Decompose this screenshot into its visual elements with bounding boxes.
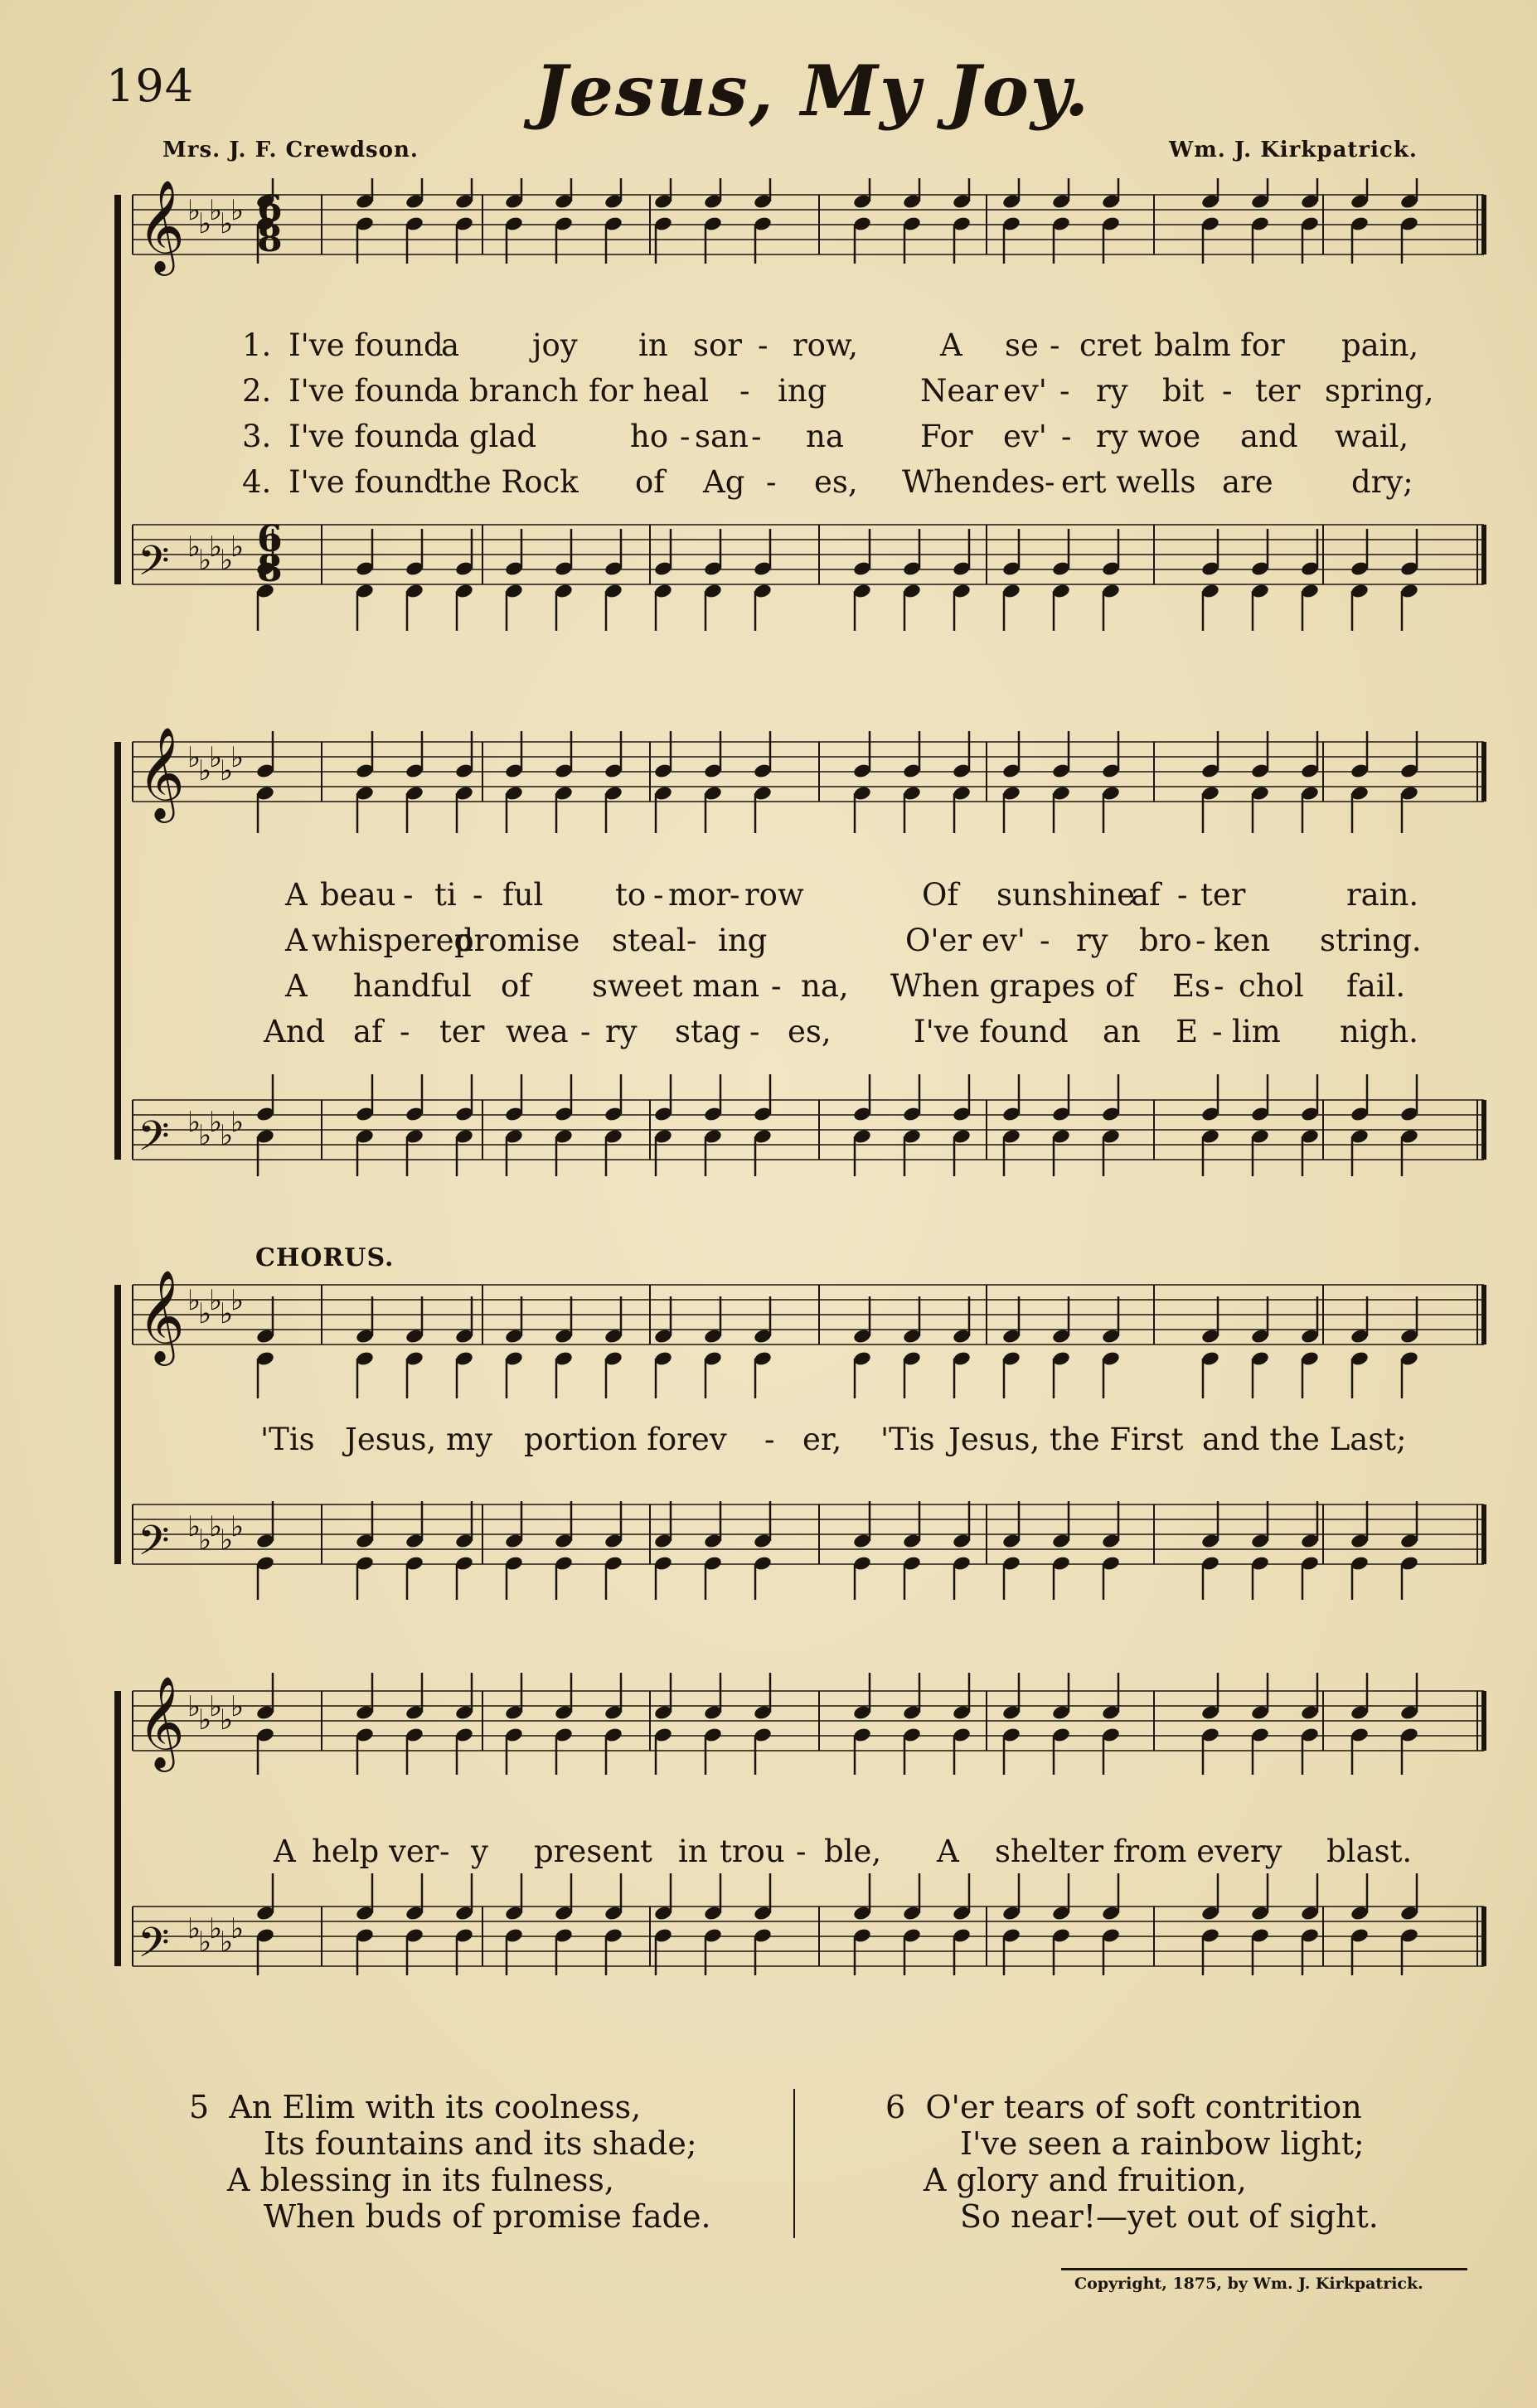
lyric-syllable: - [766, 464, 777, 500]
lyric-syllable: ti [434, 877, 457, 913]
lyric-syllable: whispered [312, 923, 474, 958]
flat-icon: ♭ [220, 1119, 234, 1152]
lyric-syllable: - [653, 877, 664, 913]
flat-icon: ♭ [187, 1690, 201, 1723]
lyricist-credit: Mrs. J. F. Crewdson. [162, 138, 419, 162]
lyric-syllable: ry woe [1096, 419, 1201, 454]
bass-clef-icon: 𝄢 [138, 537, 170, 595]
lyric-syllable: af [353, 1014, 383, 1049]
flat-icon: ♭ [220, 754, 234, 787]
flat-icon: ♭ [198, 1119, 212, 1152]
lyric-syllable: ter [1200, 877, 1246, 913]
lyric-syllable: nigh. [1340, 1014, 1418, 1049]
verse-line: When buds of promise fade. [264, 2198, 711, 2235]
flat-icon: ♭ [230, 194, 245, 227]
lyric-syllable: to [615, 877, 647, 913]
time-signature: 6 [257, 518, 283, 560]
verse-line: An Elim with its coolness, [229, 2089, 642, 2125]
lyric-syllable: for [1240, 327, 1285, 363]
copyright-rule [1061, 2268, 1467, 2270]
lyric-syllable: - [1040, 923, 1050, 958]
lyric-syllable: - [680, 419, 691, 454]
lyric-syllable: O'er [905, 923, 972, 958]
copyright-notice: Copyright, 1875, by Wm. J. Kirkpatrick. [1074, 2275, 1423, 2293]
lyric-syllable: ry [605, 1014, 638, 1049]
verse-line: A blessing in its fulness, [227, 2162, 614, 2198]
lyric-syllable: Ag [703, 464, 745, 500]
music-system-4 [108, 1658, 1492, 2039]
flat-icon: ♭ [209, 1912, 223, 1945]
lyric-line-verse-2 [108, 923, 1492, 962]
lyric-syllable: - [1212, 1014, 1223, 1049]
lyric-syllable: ry [1076, 923, 1108, 958]
lyric-syllable: beau [320, 877, 396, 913]
lyric-syllable: san [695, 419, 749, 454]
lyric-syllable: I've found [288, 464, 444, 500]
lyric-syllable: - [439, 1834, 450, 1869]
lyric-syllable: A [285, 968, 308, 1004]
lyric-syllable: of [635, 464, 665, 500]
lyric-syllable: ev' [1003, 373, 1047, 409]
flat-icon: ♭ [198, 1703, 212, 1737]
lyric-line-chorus-2 [108, 1834, 1492, 1873]
lyric-syllable: - [739, 373, 750, 409]
lyric-syllable: trou [720, 1834, 785, 1869]
lyric-syllable: - [1177, 877, 1188, 913]
time-signature: 6 [257, 188, 283, 230]
lyric-syllable: ev' [982, 923, 1025, 958]
flat-icon: ♭ [187, 741, 201, 774]
lyric-syllable: in [678, 1834, 708, 1869]
music-system-2 [108, 725, 1492, 1198]
lyric-syllable: mor [668, 877, 731, 913]
treble-clef-icon: 𝄞 [138, 179, 185, 272]
lyric-syllable: wail, [1335, 419, 1409, 454]
verse-line: O'er tears of soft contrition [925, 2089, 1362, 2125]
verse-line: So near!—yet out of sight. [960, 2198, 1379, 2235]
lyric-syllable: ev' [1003, 419, 1047, 454]
composer-credit: Wm. J. Kirkpatrick. [1169, 138, 1418, 162]
lyric-syllable: Jesus, my [345, 1422, 493, 1457]
verse-number: 5 [189, 2089, 210, 2125]
verse-line: I've seen a rainbow light; [960, 2125, 1365, 2162]
lyric-syllable: Near [920, 373, 999, 409]
verse-number: 4. [242, 464, 272, 500]
lyric-line-chorus [108, 1422, 1492, 1461]
lyric-syllable: the Rock [441, 464, 579, 500]
flat-icon: ♭ [198, 754, 212, 787]
lyric-syllable: handful [353, 968, 472, 1004]
time-signature: 8 [257, 218, 283, 260]
lyric-syllable: se [1005, 327, 1039, 363]
verse-number: 1. [242, 327, 272, 363]
flat-icon: ♭ [187, 1284, 201, 1317]
flat-icon: ♭ [230, 1284, 245, 1317]
lyric-syllable: - [1061, 419, 1072, 454]
lyric-syllable: - [1222, 373, 1233, 409]
verse-5-line-1 [189, 2089, 711, 2125]
lyric-syllable: sor [693, 327, 742, 363]
lyric-syllable: sweet man [592, 968, 760, 1004]
lyric-syllable: balm [1154, 327, 1231, 363]
lyric-syllable: - [764, 1422, 775, 1457]
lyric-syllable: blast. [1326, 1834, 1413, 1869]
verse-6-line-1 [885, 2089, 1379, 2125]
flat-icon: ♭ [187, 531, 201, 564]
lyric-syllable: I've found [288, 373, 444, 409]
lyric-syllable: - [758, 327, 768, 363]
lyric-syllable: - [580, 1014, 591, 1049]
flat-icon: ♭ [230, 741, 245, 774]
lyric-syllable: ter [439, 1014, 485, 1049]
flat-icon: ♭ [220, 1297, 234, 1330]
verse-line: A glory and fruition, [924, 2162, 1247, 2198]
verse-divider [793, 2089, 795, 2238]
lyric-syllable: cret [1079, 327, 1142, 363]
lyric-syllable: - [749, 1014, 760, 1049]
lyric-syllable: A [940, 327, 962, 363]
bass-clef-icon: 𝄢 [138, 1517, 170, 1575]
lyric-syllable: When grapes of [890, 968, 1136, 1004]
lyric-syllable: For [920, 419, 973, 454]
lyric-syllable: chol [1239, 968, 1304, 1004]
lyric-syllable: stag [675, 1014, 741, 1049]
lyric-syllable: - [1195, 923, 1206, 958]
lyric-syllable: ter [1255, 373, 1301, 409]
lyric-syllable: - [686, 923, 697, 958]
lyric-syllable: ho [630, 419, 669, 454]
hymn-title: Jesus, My Joy. [534, 50, 1091, 132]
lyric-syllable: - [400, 1014, 410, 1049]
verse-line: Its fountains and its shade; [264, 2125, 697, 2162]
flat-icon: ♭ [220, 1524, 234, 1557]
lyric-syllable: a branch [441, 373, 579, 409]
lyric-syllable: string. [1320, 923, 1422, 958]
lyric-line-verse-1 [108, 877, 1492, 917]
lyric-syllable: of [501, 968, 531, 1004]
flat-icon: ♭ [209, 1106, 223, 1139]
lyric-syllable: ken [1214, 923, 1271, 958]
lyric-syllable: joy [532, 327, 578, 363]
flat-icon: ♭ [220, 1703, 234, 1737]
additional-verses [0, 2089, 1537, 2238]
lyric-syllable: na [806, 419, 844, 454]
lyric-line-verse-1 [108, 327, 1492, 367]
lyric-syllable: - [403, 877, 414, 913]
lyric-syllable: - [730, 877, 740, 913]
flat-icon: ♭ [230, 1690, 245, 1723]
lyric-syllable: row, [793, 327, 859, 363]
verse-number: 6 [885, 2089, 906, 2125]
lyric-syllable: des [992, 464, 1045, 500]
lyric-syllable: er, [802, 1422, 842, 1457]
lyric-syllable: A [285, 877, 308, 913]
hymn-number: 194 [106, 60, 195, 112]
lyric-syllable: ert wells [1061, 464, 1196, 500]
flat-icon: ♭ [198, 1297, 212, 1330]
lyric-syllable: a [441, 327, 460, 363]
lyric-syllable: help ver [312, 1834, 439, 1869]
chorus-label: CHORUS. [255, 1243, 395, 1272]
lyric-syllable: ing [778, 373, 827, 409]
lyric-syllable: are [1222, 464, 1273, 500]
flat-icon: ♭ [209, 531, 223, 564]
flat-icon: ♭ [220, 1926, 234, 1959]
lyric-syllable: - [1059, 373, 1070, 409]
lyric-syllable: present [534, 1834, 652, 1869]
lyric-syllable: - [771, 968, 782, 1004]
lyric-syllable: portion forev [524, 1422, 727, 1457]
verse-number: 3. [242, 419, 272, 454]
lyric-syllable: bit [1162, 373, 1205, 409]
lyric-syllable: af [1131, 877, 1161, 913]
lyric-syllable: - [1214, 968, 1224, 1004]
lyric-syllable: A [937, 1834, 959, 1869]
flat-icon: ♭ [187, 1106, 201, 1139]
lyric-syllable: A [285, 923, 308, 958]
flat-icon: ♭ [187, 1912, 201, 1945]
flat-icon: ♭ [198, 1926, 212, 1959]
flat-icon: ♭ [198, 1524, 212, 1557]
flat-icon: ♭ [209, 1690, 223, 1723]
lyric-syllable: es, [814, 464, 858, 500]
lyric-syllable: for heal [589, 373, 710, 409]
lyric-syllable: 'Tis [260, 1422, 315, 1457]
music-system-1 [108, 178, 1492, 676]
lyric-syllable: and [1240, 419, 1298, 454]
lyric-syllable: fail. [1346, 968, 1406, 1004]
lyric-syllable: ry [1096, 373, 1128, 409]
lyric-syllable: - [796, 1834, 807, 1869]
lyric-syllable: E [1176, 1014, 1199, 1049]
lyric-line-verse-2 [108, 373, 1492, 413]
flat-icon: ♭ [198, 544, 212, 577]
lyric-syllable: y [471, 1834, 488, 1869]
lyric-syllable: And [264, 1014, 326, 1049]
lyric-syllable: spring, [1325, 373, 1434, 409]
lyric-syllable: - [1045, 464, 1055, 500]
flat-icon: ♭ [198, 207, 212, 240]
lyric-syllable: sunshine [996, 877, 1136, 913]
lyric-syllable: lim [1232, 1014, 1281, 1049]
flat-icon: ♭ [230, 531, 245, 564]
treble-clef-icon: 𝄞 [138, 1269, 185, 1362]
music-system-chorus [108, 1243, 1492, 1600]
lyric-syllable: rain. [1346, 877, 1419, 913]
lyric-syllable: I've found [914, 1014, 1069, 1049]
lyric-line-verse-3 [108, 419, 1492, 458]
lyric-syllable: Of [922, 877, 959, 913]
lyric-syllable: pain, [1341, 327, 1419, 363]
lyric-syllable: I've found [288, 327, 444, 363]
time-signature: 8 [257, 548, 283, 590]
lyric-syllable: ful [502, 877, 544, 913]
lyric-syllable: row [744, 877, 804, 913]
flat-icon: ♭ [230, 1510, 245, 1543]
flat-icon: ♭ [187, 194, 201, 227]
flat-icon: ♭ [220, 544, 234, 577]
lyric-syllable: Jesus, the First [948, 1422, 1184, 1457]
flat-icon: ♭ [230, 1106, 245, 1139]
flat-icon: ♭ [209, 1510, 223, 1543]
flat-icon: ♭ [209, 1284, 223, 1317]
lyric-line-verse-4 [108, 1014, 1492, 1054]
lyric-line-verse-3 [108, 968, 1492, 1008]
bass-clef-icon: 𝄢 [138, 1919, 170, 1977]
lyric-syllable: ble, [824, 1834, 882, 1869]
verse-5 [189, 2089, 711, 2235]
flat-icon: ♭ [220, 207, 234, 240]
lyric-syllable: ing [718, 923, 768, 958]
lyric-syllable: promise [454, 923, 580, 958]
lyric-syllable: es, [788, 1014, 832, 1049]
lyric-syllable: a glad [441, 419, 537, 454]
lyric-syllable: an [1103, 1014, 1141, 1049]
flat-icon: ♭ [209, 741, 223, 774]
verse-6 [885, 2089, 1379, 2235]
lyric-syllable: - [751, 419, 762, 454]
lyric-syllable: in [638, 327, 668, 363]
lyric-line-verse-4 [108, 464, 1492, 504]
lyric-syllable: wea [506, 1014, 569, 1049]
verse-number: 2. [242, 373, 272, 409]
lyric-syllable: A [274, 1834, 296, 1869]
lyric-syllable: na, [801, 968, 849, 1004]
treble-clef-icon: 𝄞 [138, 1675, 185, 1768]
lyric-syllable: shelter from every [995, 1834, 1282, 1869]
lyric-syllable: When [902, 464, 992, 500]
lyric-syllable: and the Last; [1202, 1422, 1407, 1457]
flat-icon: ♭ [230, 1912, 245, 1945]
lyric-syllable: I've found [288, 419, 444, 454]
flat-icon: ♭ [187, 1510, 201, 1543]
flat-icon: ♭ [209, 194, 223, 227]
lyric-syllable: bro [1139, 923, 1192, 958]
lyric-syllable: - [473, 877, 483, 913]
treble-clef-icon: 𝄞 [138, 726, 185, 819]
lyric-syllable: - [1050, 327, 1060, 363]
bass-clef-icon: 𝄢 [138, 1112, 170, 1170]
lyric-syllable: Es [1172, 968, 1210, 1004]
lyric-syllable: steal [612, 923, 686, 958]
lyric-syllable: 'Tis [880, 1422, 935, 1457]
lyric-syllable: dry; [1351, 464, 1413, 500]
